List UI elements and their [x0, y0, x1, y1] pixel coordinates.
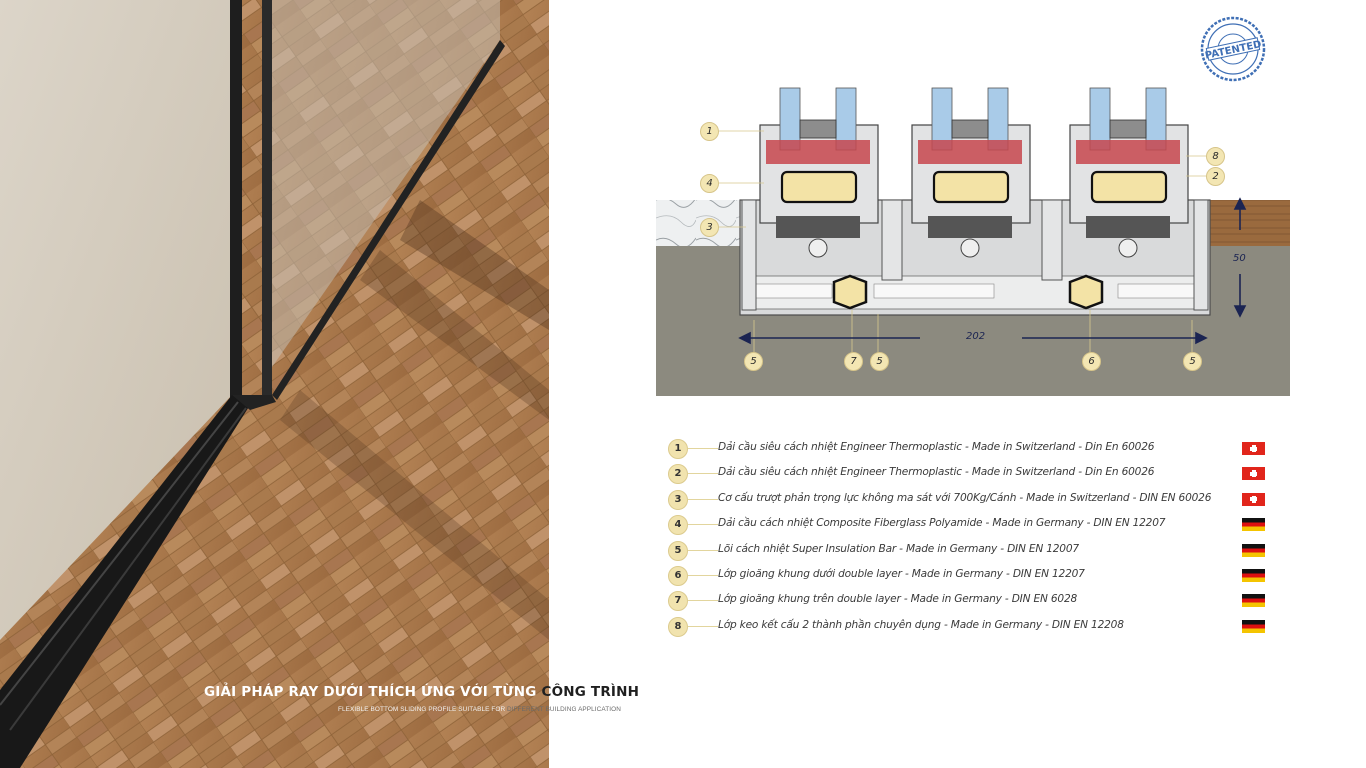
legend-number: 3	[668, 490, 688, 510]
legend-text: Lớp gioăng khung trên double layer - Made in Germany - DIN EN 6028	[718, 593, 1078, 606]
legend-number: 1	[668, 439, 688, 459]
legend-number: 8	[668, 617, 688, 637]
germany-flag-icon	[1242, 518, 1265, 531]
legend-text: Lớp keo kết cấu 2 thành phần chuyên dụng - Made in Germany - DIN EN 12208	[718, 618, 1124, 631]
germany-flag-icon	[1242, 544, 1265, 557]
callout-8: 8	[1206, 147, 1225, 166]
legend-text: Lõi cách nhiệt Super Insulation Bar - Made in Germany - DIN EN 12007	[718, 542, 1079, 555]
headline-title-part-2: CÔNG TRÌNH	[536, 684, 640, 700]
callout-5-middle: 5	[870, 352, 889, 371]
legend-text: Dải cầu cách nhiệt Composite Fiberglass Polyamide - Made in Germany - DIN EN 12207	[718, 517, 1166, 530]
component-legend	[668, 438, 1268, 641]
germany-flag-icon	[1242, 594, 1265, 607]
legend-item	[668, 590, 1268, 615]
legend-item	[668, 514, 1268, 539]
legend-text: Dải cầu siêu cách nhiệt Engineer Thermoplastic - Made in Switzerland - Din En 60026	[718, 441, 1155, 453]
legend-number: 5	[668, 541, 688, 561]
headline-subtitle-part-2: DIFFERENT BUILDING APPLICATION	[505, 706, 621, 713]
headline-title-part-1: GIẢI PHÁP RAY DƯỚI THÍCH ỨNG VỚI TỪNG	[204, 684, 537, 700]
callout-4: 4	[700, 174, 719, 193]
profile-cross-section-diagram	[656, 70, 1290, 396]
callout-6: 6	[1082, 352, 1101, 371]
callout-5-right: 5	[1183, 352, 1202, 371]
legend-text: Cơ cấu trượt phản trọng lực không ma sát với 700Kg/Cánh - Made in Switzerland - DIN EN 60026	[718, 491, 1212, 504]
legend-item	[668, 616, 1268, 641]
sliding-door-photo	[0, 0, 549, 768]
seal-text: PATENTED	[1204, 39, 1263, 62]
marble-floor	[656, 200, 742, 246]
headline	[204, 684, 674, 713]
legend-item	[668, 463, 1268, 488]
callout-3: 3	[700, 218, 719, 237]
hero-photo	[0, 0, 549, 768]
legend-item	[668, 565, 1268, 590]
legend-number: 4	[668, 515, 688, 535]
legend-text: Lớp gioăng khung dưới double layer - Made in Germany - DIN EN 12207	[718, 567, 1085, 580]
headline-subtitle-part-1: FLEXIBLE BOTTOM SLIDING PROFILE SUITABLE FOR	[338, 706, 506, 713]
legend-item	[668, 438, 1268, 463]
switzerland-flag-icon	[1242, 493, 1265, 506]
insulation-core-left	[834, 276, 866, 308]
cross-section-drawing	[656, 70, 1290, 396]
legend-item	[668, 540, 1268, 565]
switzerland-flag-icon	[1242, 442, 1265, 455]
germany-flag-icon	[1242, 569, 1265, 582]
callout-1: 1	[700, 122, 719, 141]
legend-number: 2	[668, 464, 688, 484]
legend-text: Dải cầu siêu cách nhiệt Engineer Thermoplastic - Made in Switzerland - Din En 60026	[718, 466, 1155, 479]
wood-floor	[1208, 200, 1290, 246]
legend-item	[668, 489, 1268, 514]
switzerland-flag-icon	[1242, 467, 1265, 480]
callout-5-left: 5	[744, 352, 763, 371]
headline-title	[204, 684, 674, 700]
dimension-height-label: 50	[1233, 253, 1246, 264]
headline-subtitle	[338, 706, 674, 713]
germany-flag-icon	[1242, 620, 1265, 633]
dimension-width-label: 202	[966, 331, 986, 342]
insulation-core-right	[1070, 276, 1102, 308]
legend-number: 6	[668, 566, 688, 586]
legend-number: 7	[668, 591, 688, 611]
callout-2: 2	[1206, 167, 1225, 186]
callout-7: 7	[844, 352, 863, 371]
